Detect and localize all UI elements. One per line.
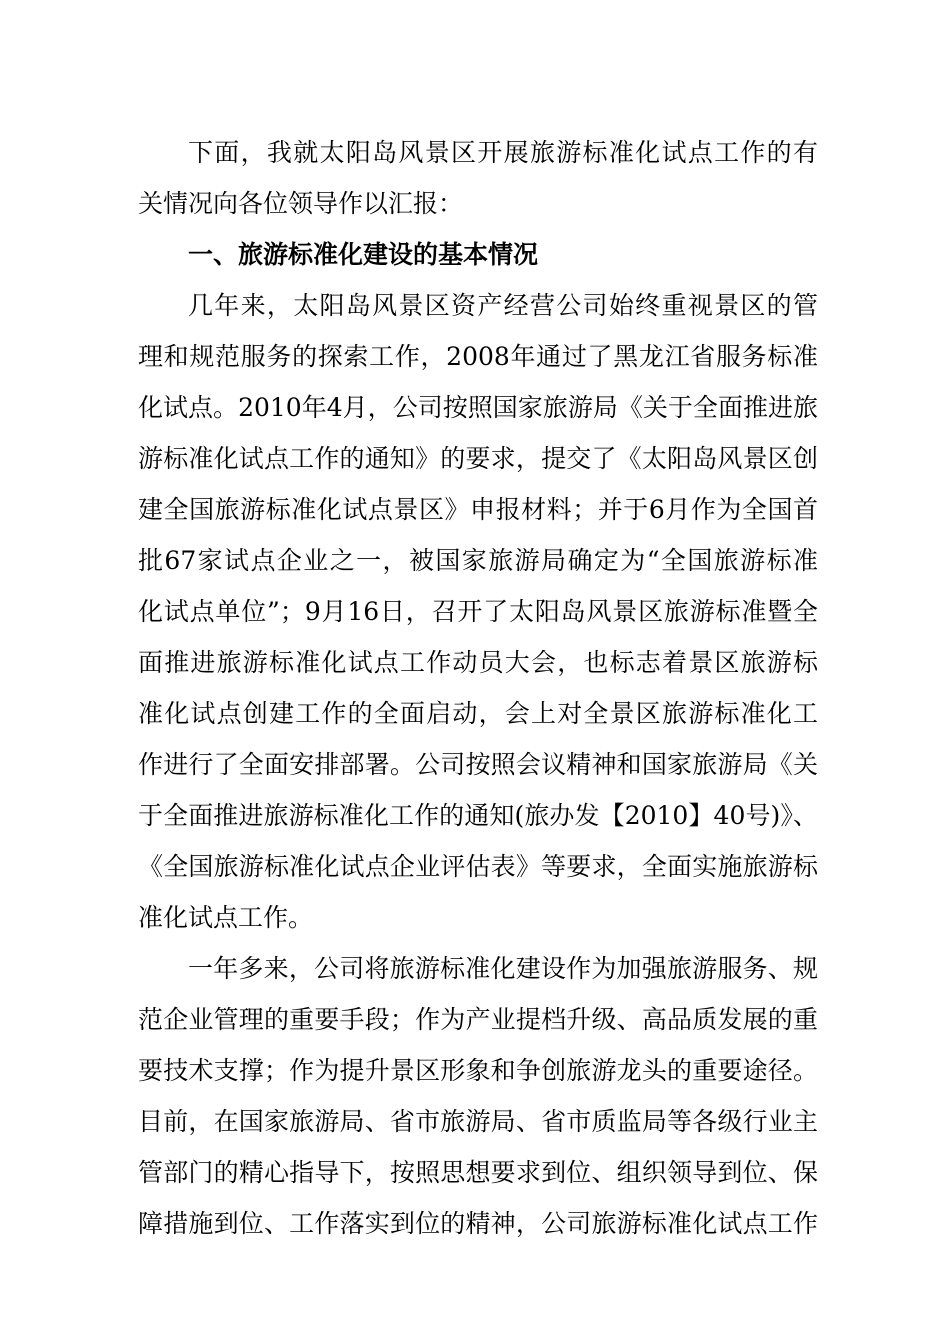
paragraph-history xyxy=(138,280,818,943)
text-line: 要技术支撑；作为提升景区形象和争创旅游龙头的重要途径。 xyxy=(138,1056,818,1085)
text-line: 建全国旅游标准化试点景区》申报材料；并于6月作为全国首 xyxy=(138,495,818,524)
text-line: 障措施到位、工作落实到位的精神，公司旅游标准化试点工作 xyxy=(138,1209,818,1238)
text-line: 几年来，太阳岛风景区资产经营公司始终重视景区的管 xyxy=(188,291,818,320)
text-line: 下面，我就太阳岛风景区开展旅游标准化试点工作的有 xyxy=(188,138,818,167)
text-line: 批67家试点企业之一，被国家旅游局确定为“全国旅游标准 xyxy=(138,546,818,575)
text-line: 准化试点创建工作的全面启动，会上对全景区旅游标准化工 xyxy=(138,699,818,728)
text-line: 作进行了全面安排部署。公司按照会议精神和国家旅游局《关 xyxy=(138,750,818,779)
text-line: 范企业管理的重要手段；作为产业提档升级、高品质发展的重 xyxy=(138,1005,818,1034)
text-line: 一年多来，公司将旅游标准化建设作为加强旅游服务、规 xyxy=(188,954,818,983)
text-line: 关情况向各位领导作以汇报： xyxy=(138,189,464,218)
text-line: 游标准化试点工作的通知》的要求，提交了《太阳岛风景区创 xyxy=(138,444,818,473)
text-line: 化试点单位”；9月16日，召开了太阳岛风景区旅游标准暨全 xyxy=(138,597,818,626)
text-line: 化试点。2010年4月，公司按照国家旅游局《关于全面推进旅 xyxy=(138,393,818,422)
text-line: 面推进旅游标准化试点工作动员大会，也标志着景区旅游标 xyxy=(138,648,818,677)
text-line: 准化试点工作。 xyxy=(138,903,314,932)
text-line: 管部门的精心指导下，按照思想要求到位、组织领导到位、保 xyxy=(138,1158,818,1187)
text-line: 《全国旅游标准化试点企业评估表》等要求，全面实施旅游标 xyxy=(138,852,818,881)
paragraph-progress xyxy=(138,943,818,1249)
heading-line: 一、旅游标准化建设的基本情况 xyxy=(188,240,539,269)
text-line: 于全面推进旅游标准化工作的通知(旅办发【2010】40号)》、 xyxy=(138,801,818,830)
paragraph-intro xyxy=(138,127,818,229)
text-line: 理和规范服务的探索工作，2008年通过了黑龙江省服务标准 xyxy=(138,342,818,371)
section-heading xyxy=(138,229,818,280)
text-line: 目前，在国家旅游局、省市旅游局、省市质监局等各级行业主 xyxy=(138,1107,818,1136)
document-body xyxy=(138,127,818,1249)
